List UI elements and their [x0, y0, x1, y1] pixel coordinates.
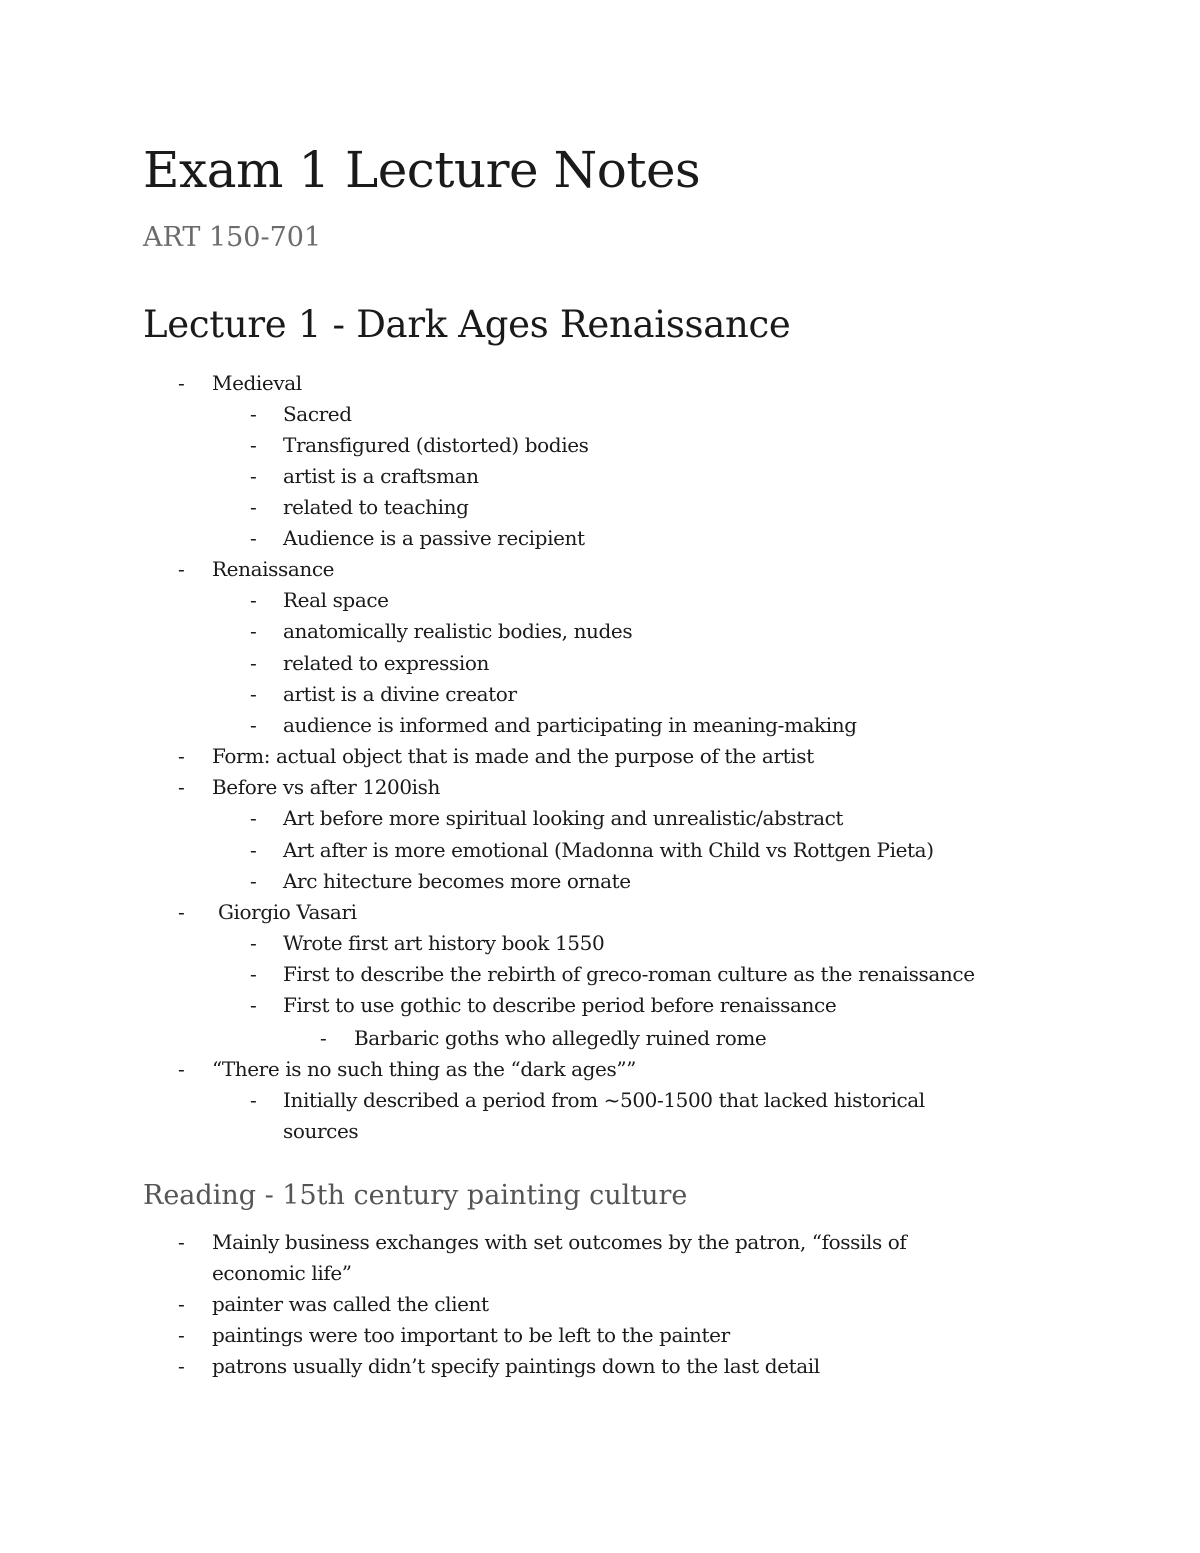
list-item-text: First to describe the rebirth of greco-roman culture as the renaissance: [283, 962, 975, 986]
bullet-dash: -: [250, 464, 257, 488]
bullet-dash: -: [250, 962, 257, 986]
list-item-text: Initially described a period from ~500-1500 that lacked historical: [283, 1088, 925, 1112]
list-item-text: artist is a divine creator: [283, 682, 517, 706]
list-item-text: First to use gothic to describe period before renaissance: [283, 993, 837, 1017]
bullet-dash: -: [250, 838, 257, 862]
list-item-text: paintings were too important to be left to the painter: [212, 1323, 730, 1347]
bullet-dash: -: [178, 371, 185, 395]
bullet-dash: -: [250, 931, 257, 955]
bullet-dash: -: [178, 1057, 185, 1081]
bullet-dash: -: [178, 900, 185, 924]
list-item-text: economic life”: [212, 1261, 352, 1285]
list-item-text: Renaissance: [212, 557, 335, 581]
list-item-text: artist is a craftsman: [283, 464, 479, 488]
list-item-text: anatomically realistic bodies, nudes: [283, 619, 633, 643]
bullet-dash: -: [250, 1088, 257, 1112]
list-item-text: Wrote first art history book 1550: [283, 931, 605, 955]
bullet-dash: -: [250, 993, 257, 1017]
bullet-dash: -: [250, 713, 257, 737]
list-item-text: Before vs after 1200ish: [212, 775, 441, 799]
bullet-dash: -: [250, 526, 257, 550]
list-item-text: painter was called the client: [212, 1292, 489, 1316]
list-item-text: sources: [283, 1119, 359, 1143]
document-title: Exam 1 Lecture Notes: [143, 141, 701, 199]
course-code: ART 150-701: [143, 222, 322, 253]
bullet-dash: -: [250, 619, 257, 643]
bullet-dash: -: [178, 557, 185, 581]
list-item-text: Audience is a passive recipient: [283, 526, 585, 550]
list-item-text: audience is informed and participating in meaning-making: [283, 713, 857, 737]
list-item-text: related to teaching: [283, 495, 469, 519]
list-item-text: Giorgio Vasari: [212, 900, 357, 924]
bullet-dash: -: [178, 1292, 185, 1316]
bullet-dash: -: [320, 1026, 327, 1050]
list-item-text: Arc hitecture becomes more ornate: [283, 869, 631, 893]
bullet-dash: -: [250, 651, 257, 675]
bullet-dash: -: [178, 1230, 185, 1254]
bullet-dash: -: [250, 588, 257, 612]
list-item-text: Mainly business exchanges with set outcomes by the patron, “fossils of: [212, 1230, 907, 1254]
list-item-text: Real space: [283, 588, 389, 612]
bullet-dash: -: [250, 806, 257, 830]
list-item-text: patrons usually didn’t specify paintings down to the last detail: [212, 1354, 820, 1378]
list-item-text: Barbaric goths who allegedly ruined rome: [354, 1026, 767, 1050]
list-item-text: Form: actual object that is made and the purpose of the artist: [212, 744, 814, 768]
bullet-dash: -: [178, 775, 185, 799]
bullet-dash: -: [250, 495, 257, 519]
list-item-text: “There is no such thing as the “dark ages””: [212, 1057, 636, 1081]
bullet-dash: -: [250, 402, 257, 426]
lecture-heading: Lecture 1 - Dark Ages Renaissance: [143, 303, 791, 346]
reading-heading: Reading - 15th century painting culture: [143, 1180, 688, 1211]
list-item-text: Transfigured (distorted) bodies: [283, 433, 589, 457]
bullet-dash: -: [250, 433, 257, 457]
bullet-dash: -: [178, 1323, 185, 1347]
list-item-text: related to expression: [283, 651, 489, 675]
bullet-dash: -: [250, 682, 257, 706]
list-item-text: Medieval: [212, 371, 302, 395]
list-item-text: Sacred: [283, 402, 352, 426]
bullet-dash: -: [178, 744, 185, 768]
list-item-text: Art before more spiritual looking and unrealistic/abstract: [283, 806, 844, 830]
bullet-dash: -: [178, 1354, 185, 1378]
bullet-dash: -: [250, 869, 257, 893]
list-item-text: Art after is more emotional (Madonna with Child vs Rottgen Pieta): [283, 838, 934, 862]
